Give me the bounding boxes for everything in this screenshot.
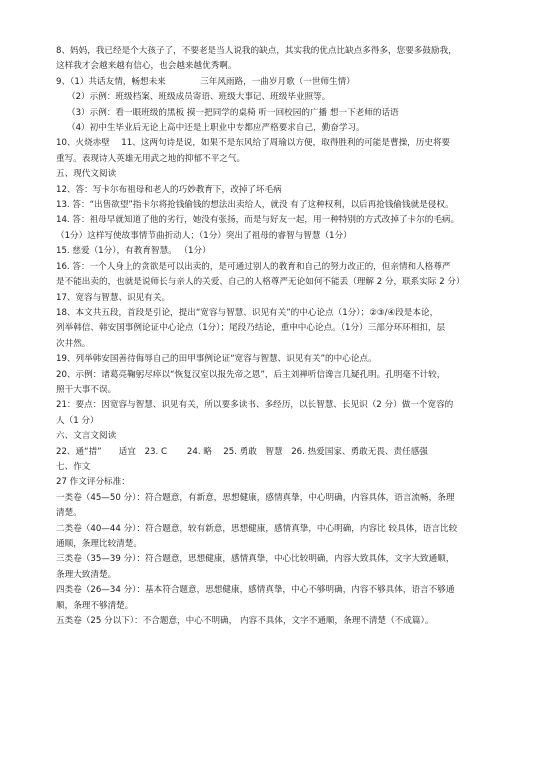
text-line: 三类卷（35—39 分）：符合题意，思想健康，感情真挚，中心比较明确，内容大致具体，文字大致通顺， [56,554,455,565]
text-line: 13. 答：“出售欲望”指卡尔将抢钱偷钱的想法出卖给人，就没 有了这种权利，以后再抢钱偷钱就是侵权。 [56,200,454,211]
text-line: 五类卷（25 分以下）：不合题意，中心不明确， 内容不具体，文字不通顺，条理不清楚（不成篇）。 [56,616,434,627]
text-line: 是不能出卖的，也就是说师长与亲人的关爱、自己的人格尊严无论如何不能丢（理解 2 分，联系实际 2 分） [56,277,465,288]
text-line: 六、文言文阅读 [56,431,117,442]
text-line: 17、宽容与智慧、识见有关。 [56,292,171,303]
text-line: 条理大致清楚。 [56,569,117,580]
text-line: 18、本文共五段，首段是引论，提出“宽容与智慧、识见有关”的中心论点（1分）；②③/④段是本论， [56,307,439,318]
text-line: 10、火烧赤壁 11、这两句诗是说，如果不是东风给了周瑜以方便，取得胜利的可能是曹操，历史将要 [56,138,451,149]
text-line: 重写。表现诗人英雄无用武之地的抑郁不平之气。 [56,153,246,164]
text-line: 二类卷（40—44 分）：符合题意，较有新意，思想健康，感情真挚，中心明确，内容比 较具体，语言比较 [56,523,458,534]
text-line: 9、（1）共话友情，畅想未来 三年风雨路，一曲岁月歌（一世师生情） [56,76,355,87]
text-line: 七、作文 [56,461,91,472]
text-line: 20、示例：诸葛亮鞠躬尽瘁以“恢复汉室以报先帝之恩”，后主刘禅听信谗言几疑孔明。孔明毫不计较， [56,369,446,380]
text-line: （4）初中生毕业后无论上高中还是上职业中专都应严格要求自己，勤奋学习。 [67,123,365,134]
text-line: 27 作文评分标准： [56,477,130,488]
text-line: 次井然。 [56,338,91,349]
text-line: 12、答：写卡尔布祖母和老人的巧妙教育下，改掉了坏毛病 [56,184,282,195]
answer-document [56,44,493,629]
text-line: 8、妈妈，我已经是个大孩子了，不要老是当人说我的缺点，其实我的优点比缺点多得多，您要多鼓励我， [56,46,457,56]
text-line: 五、现代文阅读 [56,169,117,180]
text-line: 这样我才会越来越有信心，也会越来越优秀啊。 [56,61,237,72]
text-line: 19、列举韩安国善待侮辱自己的田甲事例论证“宽容与智慧、识见有关”的中心论点。 [56,354,377,365]
text-line: 列举韩信、韩安国事例论证中心论点（1分）；尾段乃结论，重申中心论点。（1分）三部分环环相扣，层 [56,323,446,334]
text-line: （3）示例：看一眼班级的黑板 摸一把同学的桌椅 听一回校园的广播 想一下老师的话语 [67,107,399,118]
text-line: （2）示例：班级档案、班级成员寄语、班级大事记、班级毕业照等。 [67,92,331,103]
text-line: 照干大事不误。 [56,384,117,395]
text-line: 通顺，条理比较清楚。 [56,539,142,549]
text-line: 21：要点：因宽容与智慧、识见有关，所以要多读书、多经历，以长智慧、长见识（2 分）做一个宽容的 [56,400,454,411]
text-line: 四类卷（26—34 分）：基本符合题意，思想健康，感情真挚，中心不够明确，内容不够具体，语言不够通 [56,585,455,596]
text-line: （1分）这样写使故事情节曲折动人；（1分）突出了祖母的睿智与智慧（1分） [56,230,352,241]
text-line: 清楚。 [56,508,82,519]
text-line: 一类卷（45—50 分）：符合题意，有新意，思想健康，感情真挚，中心明确，内容具体，语言流畅，条理 [56,492,455,503]
text-line: 16. 答：一个人身上的贪欲是可以出卖的，是可通过别人的教育和自己的努力改正的，但亲情和人格尊严 [56,261,451,272]
text-line: 人（1 分） [56,415,99,426]
text-line: 22、通“措” 适宜 23. C 24. 略 25. 勇敢 智慧 26. 热爱国家、勇敢无畏、责任感强 [56,446,428,457]
text-line: 顺，条理不够清楚。 [56,600,134,611]
text-line: 14. 答：祖母早就知道了他的劣行，她没有张扬，而是与好友一起，用一种特别的方式改掉了卡尔的毛病。 [56,215,460,226]
text-line: 15. 慈爱（1分），有教育智慧。 （1分） [56,246,211,257]
